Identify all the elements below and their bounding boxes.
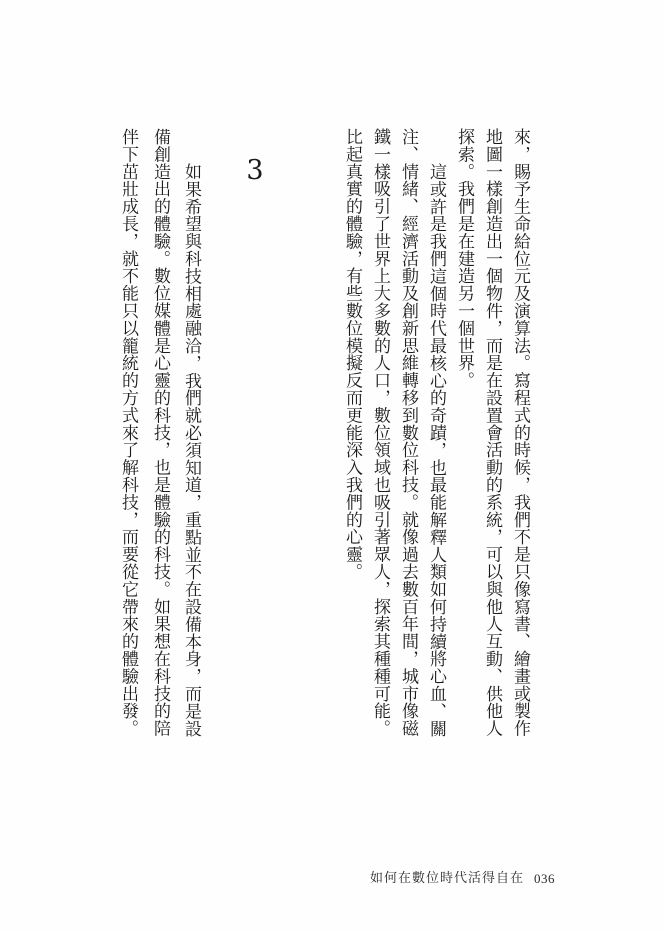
text-column: 來，賜予生命給位元及演算法。寫程式的時候，我們不是只像寫書、繪畫或製作 <box>510 128 530 737</box>
running-footer-title: 如何在數位時代活得自在 <box>370 871 525 886</box>
section-number: 3 <box>246 155 264 186</box>
page-number: 036 <box>534 871 555 886</box>
text-column: 比起真實的體驗，有些數位模擬反而更能深入我們的心靈。 <box>342 128 362 581</box>
paragraph-start-column: 如果希望與科技相處融洽，我們就必須知道，重點並不在設備本身，而是設 <box>181 163 201 738</box>
text-column: 伴下茁壯成長，就不能只以籠統的方式來了解科技，而要從它帶來的體驗出發。 <box>118 128 138 737</box>
text-column: 探索。我們是在建造另一個世界。 <box>454 128 474 389</box>
text-column: 備創造出的體驗。數位媒體是心靈的科技，也是體驗的科技。如果想在科技的陪 <box>150 128 170 737</box>
text-column: 地圖一樣創造出一個物件，而是在設置會活動的系統，可以與他人互動、供他人 <box>482 128 502 737</box>
paragraph-start-column: 這或許是我們這個時代最核心的奇蹟，也最能解釋人類如何持續將心血、關 <box>426 163 446 738</box>
text-column: 鐵一樣吸引了世界上大多數的人口，數位領域也吸引著眾人，探索其種種可能。 <box>370 128 390 737</box>
text-column: 注、情緒、經濟活動及創新思維轉移到數位科技。就像過去數百年間，城市像磁 <box>398 128 418 737</box>
